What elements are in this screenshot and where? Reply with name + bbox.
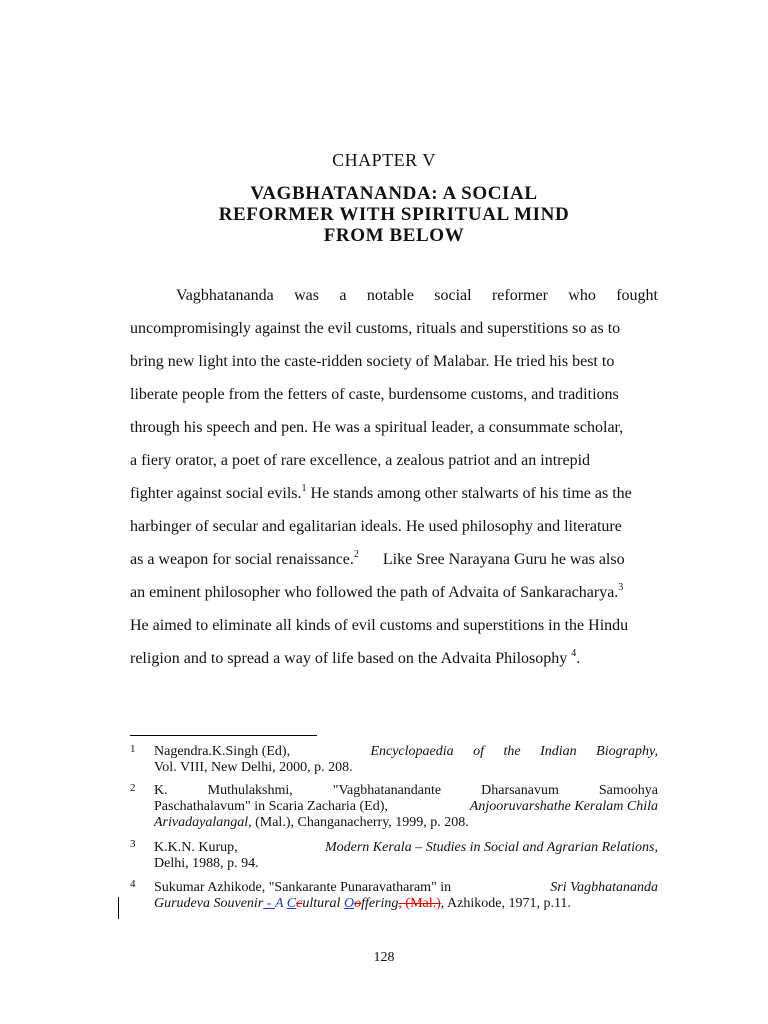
footnote-ref-2[interactable]: 2 (353, 548, 359, 560)
title-line-1: VAGBHATANANDA: A SOCIAL (250, 183, 538, 204)
body-line-5: through his speech and pen. He was a spiritual leader, a consummate scholar, (130, 419, 624, 436)
footnote-text: Nagendra.K.Singh (Ed), (154, 744, 291, 759)
footnote-ref-1[interactable]: 1 (301, 482, 307, 494)
body-line-7 (130, 484, 658, 504)
body-line-3: bring new light into the caste-ridden society of Malabar. He tried his best to (130, 353, 615, 370)
footnote-ref-3[interactable]: 3 (618, 581, 624, 593)
body-line-6: a fiery orator, a poet of rare excellence, a zealous patriot and an intrepid (130, 452, 591, 469)
body-line-1: Vagbhatananda was a notable social reformer who fought (176, 287, 658, 304)
inserted-text: C (286, 896, 297, 911)
page-number: 128 (373, 950, 395, 965)
footnote-text: K.K.N. Kurup, (154, 840, 238, 855)
footnote-text: K. Muthulakshmi, "Vagbhatanandante Dharsanavum Samoohya (154, 783, 658, 798)
body-line-10 (130, 583, 658, 603)
footnote-text: Gurudeva Souvenir (154, 896, 264, 911)
footnote-text: ffering (361, 896, 399, 911)
revision-change-bar (118, 897, 119, 919)
body-text: . (576, 650, 581, 667)
chapter-title (130, 183, 658, 246)
body-line-2: uncompromisingly against the evil customs, rituals and superstitions so as to (130, 320, 621, 337)
footnote-number-4: 4 (130, 878, 136, 890)
body-text: Like Sree Narayana Guru he was also (382, 551, 625, 568)
footnote-text: Modern Kerala – Studies in Social and Agrarian Relations, (324, 840, 658, 855)
footnote-number-2: 2 (130, 782, 136, 794)
deleted-text: c (296, 896, 303, 911)
footnote-ref-4[interactable]: 4 (571, 647, 577, 659)
footnote-text: Sukumar Azhikode, "Sankarante Punaravatharam" in (154, 880, 452, 895)
footnote-2 (154, 783, 658, 831)
footnote-number-3: 3 (130, 838, 136, 850)
footnote-text: Arivadayalangal, (154, 815, 252, 830)
footnote-3 (154, 840, 658, 872)
body-text: He stands among other stalwarts of his time as the (306, 485, 632, 502)
inserted-text: A (274, 896, 287, 911)
inserted-text: - (263, 896, 275, 911)
title-line-2: REFORMER WITH SPIRITUAL MIND (218, 204, 570, 225)
footnote-text: , Azhikode, 1971, p.11. (440, 896, 571, 911)
deleted-text: o (354, 896, 362, 911)
body-line-9 (130, 550, 658, 570)
footnote-text: (Mal.), Changanacherry, 1999, p. 208. (255, 815, 469, 830)
footnote-text: ultural (302, 896, 344, 911)
footnote-text: Vol. VIII, New Delhi, 2000, p. 208. (154, 760, 353, 775)
body-line-8: harbinger of secular and egalitarian ideals. He used philosophy and literature (130, 518, 622, 535)
footnote-separator (130, 735, 317, 736)
deleted-text: , (Mal.) (398, 896, 441, 911)
body-text: as a weapon for social renaissance. (130, 551, 354, 568)
footnote-number-1: 1 (130, 743, 136, 755)
footnote-1 (154, 744, 658, 776)
footnote-text: Anjooruvarshathe Keralam Chila (469, 799, 658, 814)
inserted-text: O (343, 896, 355, 911)
body-line-4: liberate people from the fetters of caste, burdensome customs, and traditions (130, 386, 619, 403)
footnote-text: Encyclopaedia of the Indian Biography, (370, 744, 658, 759)
chapter-label: CHAPTER V (332, 150, 436, 170)
footnote-text: Paschathalavum" in Scaria Zacharia (Ed), (154, 799, 388, 814)
body-line-12 (130, 649, 658, 669)
body-text: religion and to spread a way of life based on the Advaita Philosophy (130, 650, 572, 667)
footnote-text: Sri Vagbhatananda (550, 880, 658, 895)
body-text: fighter against social evils. (130, 485, 302, 502)
footnote-4 (154, 880, 658, 912)
footnote-text: Delhi, 1988, p. 94. (154, 856, 259, 871)
body-line-11: He aimed to eliminate all kinds of evil customs and superstitions in the Hindu (130, 617, 629, 634)
title-line-3: FROM BELOW (323, 225, 465, 246)
body-text: an eminent philosopher who followed the path of Advaita of Sankaracharya. (130, 584, 619, 601)
